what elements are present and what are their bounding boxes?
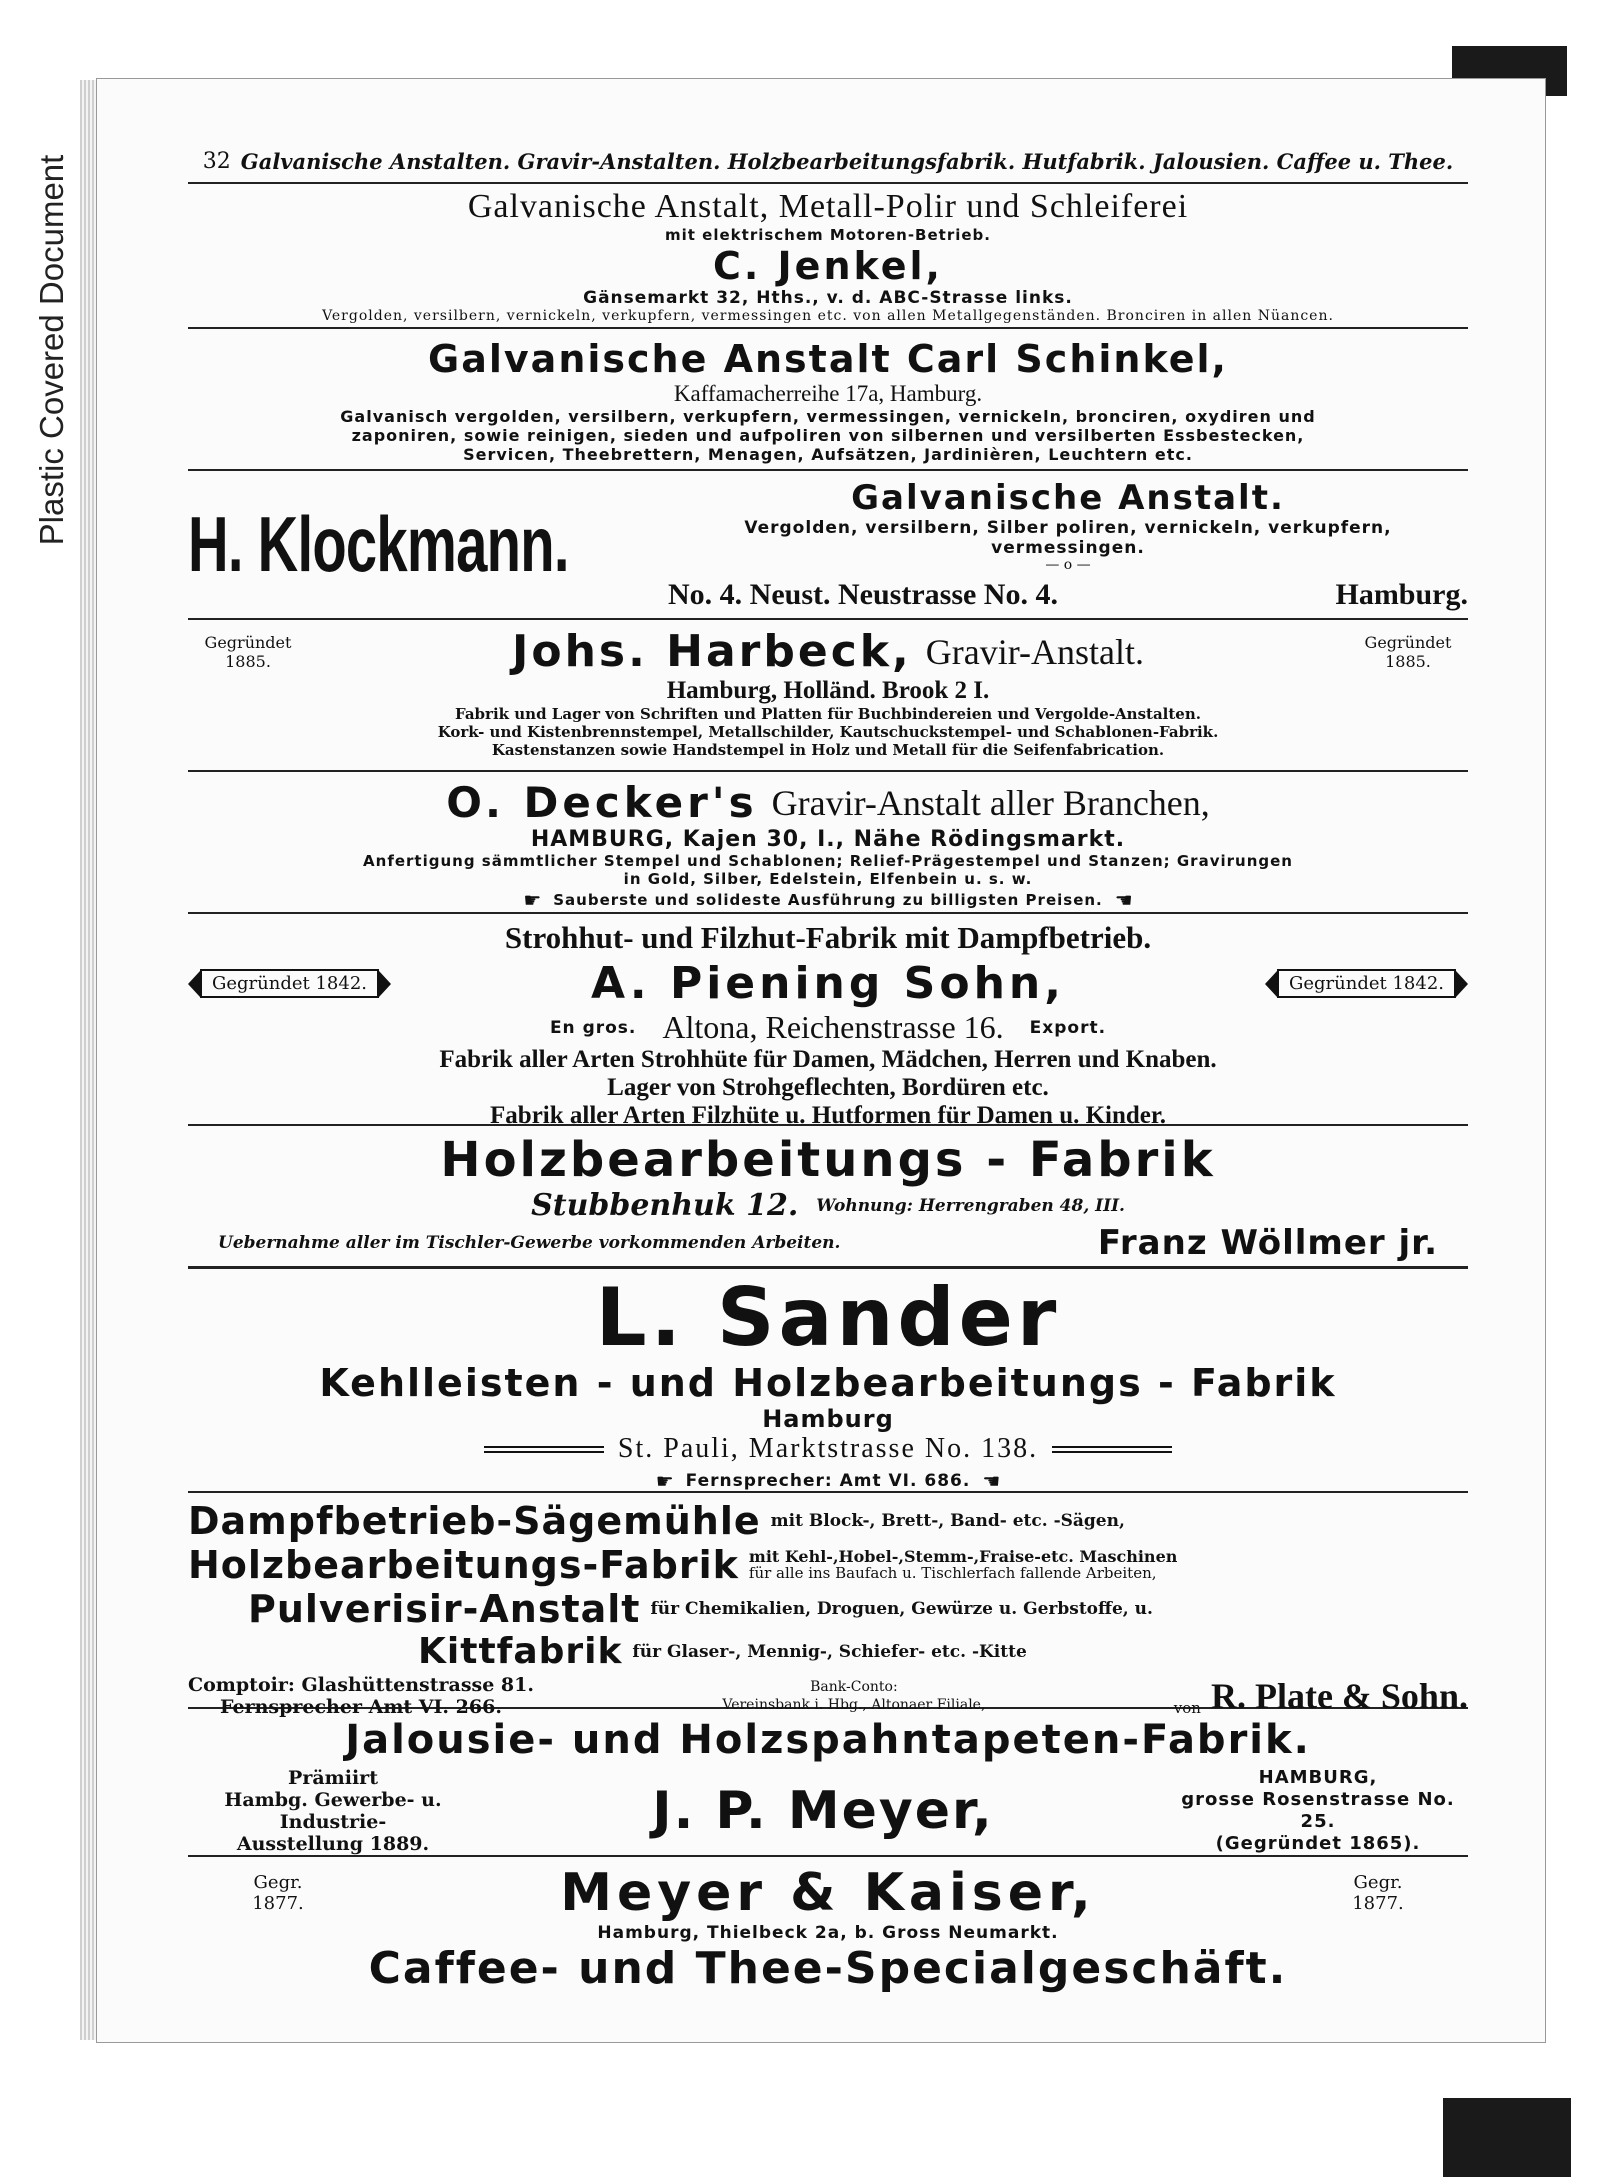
piening-headline: Strohhut- und Filzhut-Fabrik mit Dampfbetrieb. [504, 920, 1152, 955]
woellmer-residence: Wohnung: Herrengraben 48, III. [816, 1195, 1125, 1216]
klockmann-headline: Galvanische Anstalt. [851, 477, 1285, 518]
decker-trade: Gravir-Anstalt aller Branchen, [771, 782, 1210, 823]
piening-export: Export. [1029, 1017, 1107, 1038]
schinkel-address: Kaffamacherreihe 17a, Hamburg. [673, 381, 983, 406]
harbeck-name: Johs. Harbeck, [512, 626, 912, 677]
meyer-award2: Hambg. Gewerbe- u. Industrie- [224, 1789, 442, 1833]
sander-address: St. Pauli, Marktstrasse No. 138. [617, 1433, 1039, 1464]
plate-kittfabrik: Kittfabrik [418, 1631, 623, 1672]
founded-tag-right: Gegründet 1842. [1277, 969, 1456, 998]
piening-name: A. Piening Sohn, [591, 958, 1065, 1009]
meyer-city: HAMBURG, [1258, 1767, 1378, 1788]
arrow-right-icon [379, 971, 391, 997]
plate-woodworking-detail-a: mit Kehl-,Hobel-,Stemm-,Fraise-etc. Maschinen [748, 1547, 1178, 1566]
piening-line2: Lager von Strohgeflechten, Bordüren etc. [607, 1074, 1049, 1101]
kaiser-founded-year-right: 1877. [1352, 1893, 1404, 1914]
pointing-hand-left-icon: ☚ [1114, 888, 1133, 912]
kaiser-address: Hamburg, Thielbeck 2a, b. Gross Neumarkt. [597, 1923, 1059, 1943]
sander-city: Hamburg [762, 1405, 894, 1433]
ad-harbeck [188, 620, 1468, 770]
ad-decker [188, 772, 1468, 912]
ad-woellmer [188, 1126, 1468, 1266]
woellmer-address: Stubbenhuk 12. [531, 1188, 799, 1223]
ad-sander [188, 1269, 1468, 1491]
sander-phone: Fernsprecher: Amt VI. 686. [685, 1471, 971, 1491]
ad-plate [188, 1493, 1468, 1718]
plate-kittfabrik-detail: für Glaser-, Mennig-, Schiefer- etc. -Kitte [632, 1641, 1027, 1662]
ornament-divider: — o — [1045, 556, 1091, 573]
arrow-right-icon [1456, 971, 1468, 997]
arrow-left-icon [188, 971, 200, 997]
double-rule-left [484, 1446, 604, 1453]
plate-sawmill: Dampfbetrieb-Sägemühle [188, 1499, 761, 1543]
plate-comptoir: Comptoir: Glashüttenstrasse 81. [188, 1674, 534, 1696]
decker-line1: Anfertigung sämmtlicher Stempel und Schablonen; Relief-Prägestempel und Stanzen; Gravirungen [363, 852, 1293, 870]
plate-sawmill-detail: mit Block-, Brett-, Band- etc. -Sägen, [770, 1511, 1125, 1531]
running-title: Galvanische Anstalten. Gravir-Anstalten. Holzbearbeitungsfabrik. Hutfabrik. Jalousien. Caffee u. Thee. [240, 148, 1454, 174]
piening-founded-right [1265, 969, 1468, 998]
piening-line1: Fabrik aller Arten Strohhüte für Damen, Mädchen, Herren und Knaben. [439, 1046, 1217, 1073]
decker-line3: Sauberste und solideste Ausführung zu billigsten Preisen. [553, 891, 1103, 909]
plate-bank-label: Bank-Conto: [810, 1679, 898, 1695]
ad-klockmann [188, 471, 1468, 618]
sander-headline: Kehlleisten - und Holzbearbeitungs - Fabrik [319, 1361, 1337, 1405]
kaiser-founded-label-right: Gegr. [1353, 1872, 1403, 1893]
klockmann-name: H. Klockmann. [188, 500, 569, 588]
ad-jenkel [188, 184, 1468, 327]
decker-line2: in Gold, Silber, Edelstein, Elfenbein u. s. w. [623, 870, 1033, 888]
jenkel-services: Vergolden, versilbern, vernickeln, verkupfern, vermessingen etc. von allen Metallgegenständen. Bronciren in allen Nüancen. [322, 308, 1334, 324]
schinkel-line3: Servicen, Theebrettern, Menagen, Aufsätzen, Jardinièren, Leuchtern etc. [463, 445, 1193, 464]
harbeck-address: Hamburg, Holländ. Brook 2 I. [666, 677, 990, 704]
harbeck-line3: Kastenstanzen sowie Handstempel in Holz und Metall für die Seifenfabrication. [491, 741, 1165, 759]
meyer-address: grosse Rosenstrasse No. 25. [1181, 1789, 1455, 1832]
kaiser-name: Meyer & Kaiser, [560, 1863, 1096, 1923]
piening-en-gros: En gros. [549, 1017, 637, 1038]
piening-address: Altona, Reichenstrasse 16. [662, 1009, 1004, 1045]
harbeck-trade: Gravir-Anstalt. [925, 631, 1144, 672]
decker-address: HAMBURG, Kajen 30, I., Nähe Rödingsmarkt. [530, 827, 1126, 852]
kaiser-headline: Caffee- und Thee-Specialgeschäft. [368, 1943, 1288, 1994]
harbeck-line2: Kork- und Kistenbrennstempel, Metallschilder, Kautschuckstempel- und Schablonen-Fabrik. [437, 723, 1219, 741]
piening-line3: Fabrik aller Arten Filzhüte u. Hutformen für Damen u. Kinder. [490, 1102, 1166, 1129]
plate-name: R. Plate & Sohn. [1210, 1676, 1468, 1716]
plate-von: von [1173, 1699, 1201, 1717]
page-number: 32 [202, 148, 231, 174]
woellmer-name: Franz Wöllmer jr. [1097, 1223, 1438, 1263]
klockmann-services: Vergolden, versilbern, Silber poliren, vernickeln, verkupfern, vermessingen. [744, 517, 1392, 558]
harbeck-founded-year-left: 1885. [225, 651, 271, 671]
sander-name: L. Sander [595, 1271, 1061, 1364]
klockmann-address: No. 4. Neust. Neustrasse No. 4. [668, 577, 1058, 611]
plate-woodworking: Holzbearbeitungs-Fabrik [188, 1543, 739, 1587]
meyer-name: J. P. Meyer, [652, 1781, 994, 1841]
ad-kaiser [188, 1857, 1468, 1997]
klockmann-city: Hamburg. [1335, 577, 1468, 611]
jenkel-subline: mit elektrischem Motoren-Betrieb. [665, 226, 991, 244]
decker-name: O. Decker's [446, 778, 758, 827]
running-header [188, 140, 1468, 182]
document-page [188, 140, 1468, 2030]
kaiser-founded-year-left: 1877. [252, 1893, 304, 1914]
schinkel-line2: zaponiren, sowie reinigen, sieden und aufpoliren von silbernen und versilberten Essbestecken, [351, 426, 1305, 445]
arrow-left-icon [1265, 971, 1277, 997]
scan-edge-bottom [1443, 2098, 1571, 2177]
harbeck-founded-label-left: Gegründet [204, 632, 292, 652]
woellmer-headline: Holzbearbeitungs - Fabrik [440, 1132, 1216, 1188]
pointing-hand-right-icon: ☛ [523, 888, 542, 912]
piening-founded-left [188, 969, 391, 998]
plate-bank: Vereinsbank i. Hbg., Altonaer Filiale, [722, 1697, 986, 1713]
plate-phone: Fernsprecher Amt VI. 266. [220, 1696, 502, 1718]
jenkel-name: C. Jenkel, [712, 244, 943, 288]
pointing-hand-left-icon: ☚ [982, 1469, 1001, 1493]
harbeck-founded-year-right: 1885. [1385, 651, 1431, 671]
side-label: Plastic Covered Document [33, 154, 70, 546]
harbeck-founded-label-right: Gegründet [1364, 632, 1452, 652]
meyer-headline: Jalousie- und Holzspahntapeten-Fabrik. [345, 1717, 1311, 1763]
meyer-founded: (Gegründet 1865). [1215, 1833, 1421, 1854]
plate-pulverisir-detail: für Chemikalien, Droguen, Gewürze u. Gerbstoffe, u. [650, 1599, 1153, 1619]
schinkel-line1: Galvanisch vergolden, versilbern, verkupfern, vermessingen, vernickeln, bronciren, oxydiren und [340, 407, 1316, 426]
ad-schinkel [188, 329, 1468, 469]
klockmann-right [668, 478, 1468, 612]
harbeck-line1: Fabrik und Lager von Schriften und Platten für Buchbindereien und Vergolde-Anstalten. [455, 705, 1201, 723]
woellmer-note: Uebernahme aller im Tischler-Gewerbe vorkommenden Arbeiten. [218, 1233, 841, 1253]
ad-meyer [188, 1709, 1468, 1855]
meyer-award3: Ausstellung 1889. [236, 1833, 430, 1855]
kaiser-founded-label-left: Gegr. [253, 1872, 303, 1893]
plate-pulverisir: Pulverisir-Anstalt [248, 1587, 641, 1631]
pointing-hand-right-icon: ☛ [655, 1469, 674, 1493]
founded-tag-left: Gegründet 1842. [200, 969, 379, 998]
ad-piening [188, 914, 1468, 1129]
meyer-award1: Prämiirt [288, 1767, 378, 1789]
plate-woodworking-detail-b: für alle ins Baufach u. Tischlerfach fallende Arbeiten, [748, 1564, 1157, 1582]
jenkel-address: Gänsemarkt 32, Hths., v. d. ABC-Strasse links. [583, 288, 1073, 308]
double-rule-right [1052, 1446, 1172, 1453]
jenkel-headline: Galvanische Anstalt, Metall-Polir und Schleiferei [467, 188, 1189, 225]
schinkel-name: Galvanische Anstalt Carl Schinkel, [428, 337, 1228, 381]
